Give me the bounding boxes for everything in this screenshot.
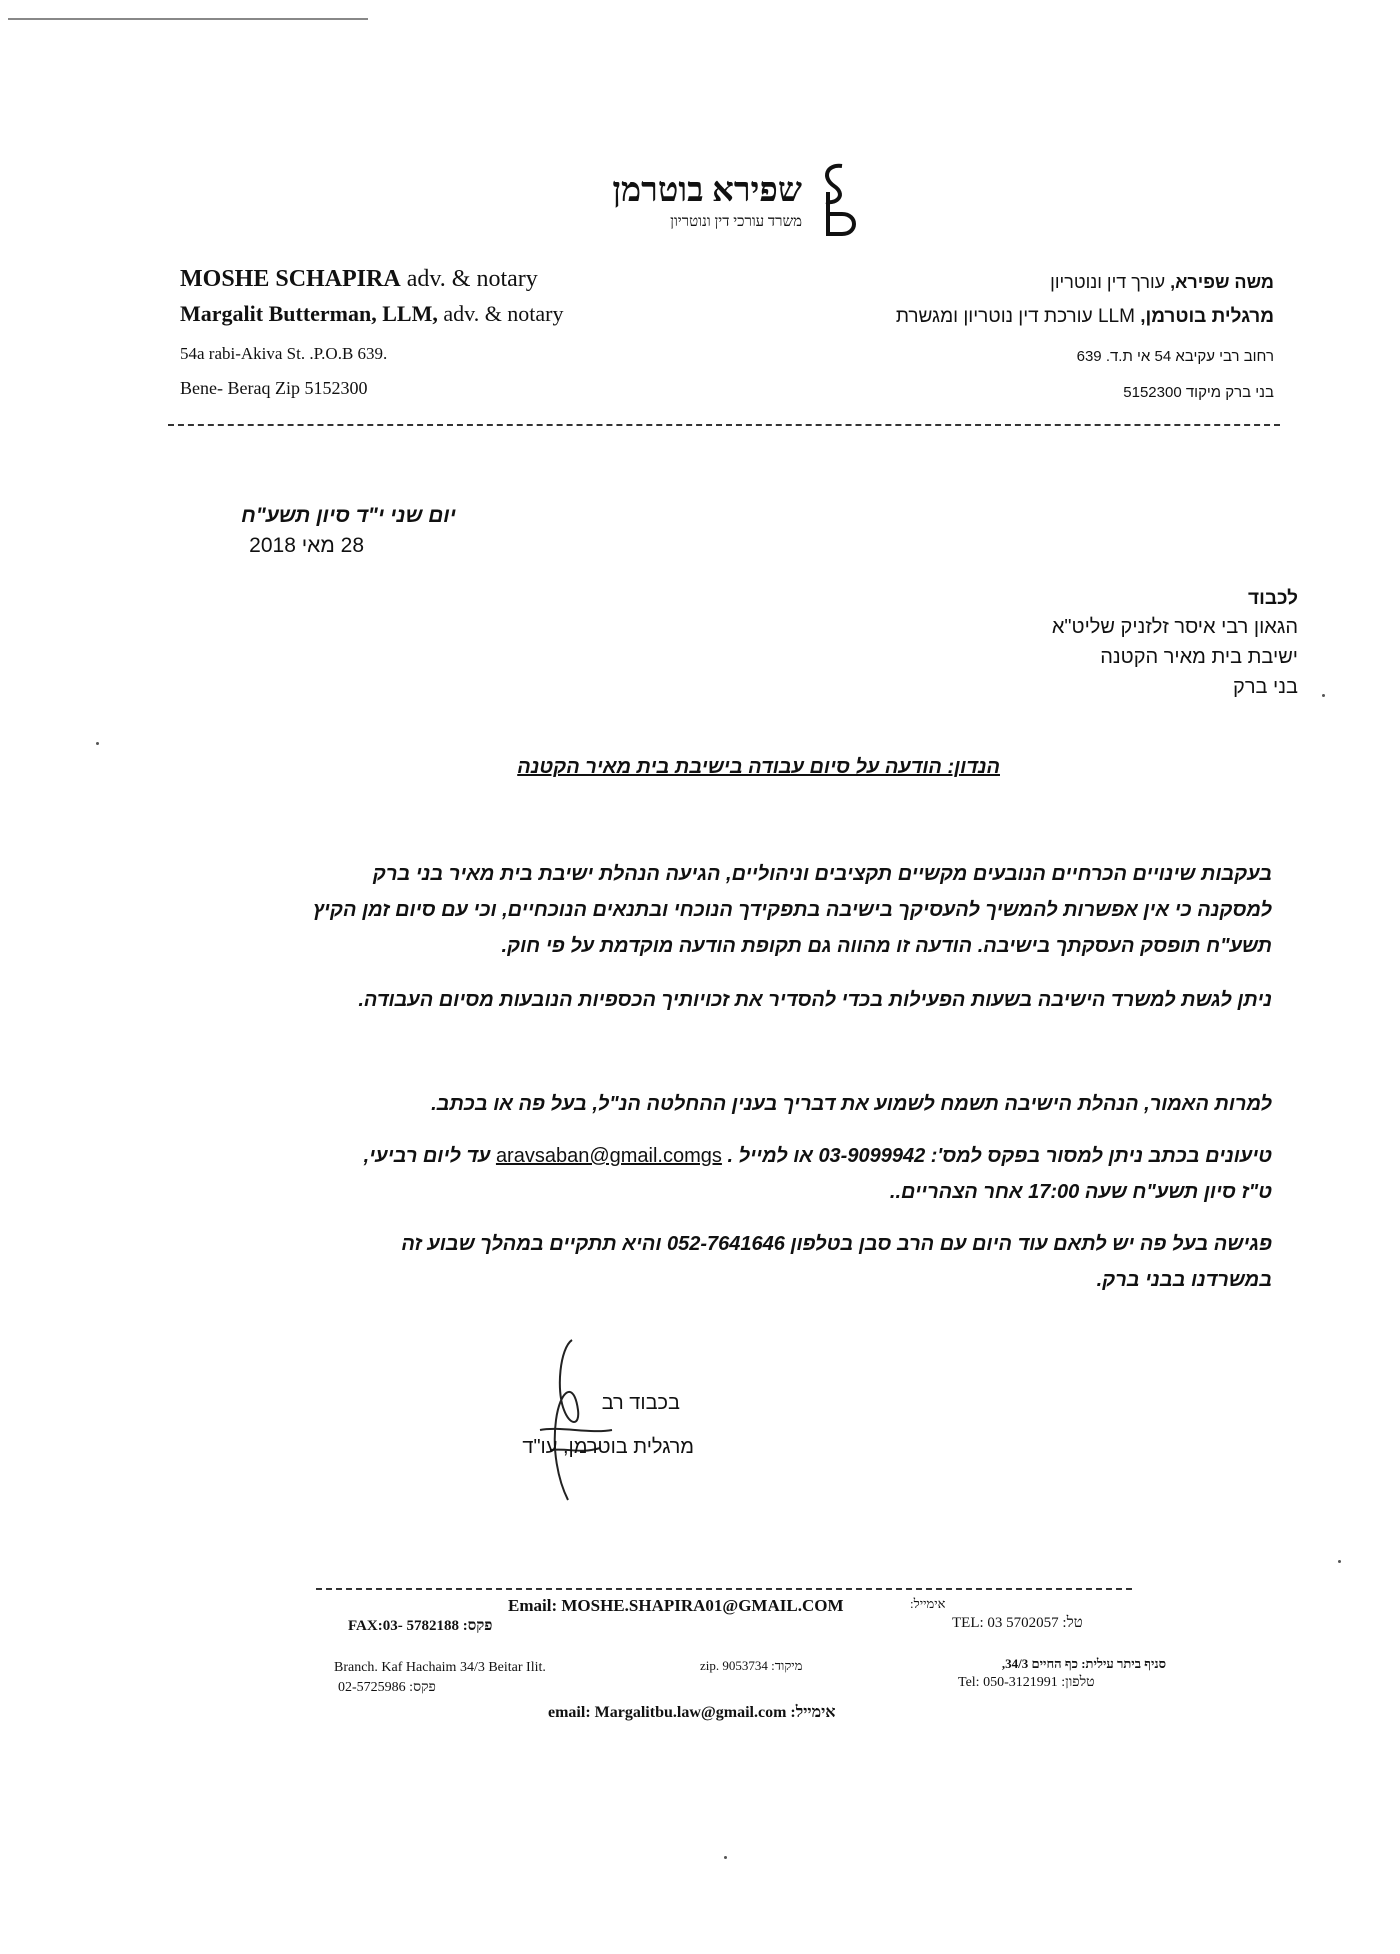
footer-tel: TEL: 03 5702057 :טל xyxy=(952,1615,1083,1631)
firm-name-hebrew: שפירא בוטרמן xyxy=(612,172,802,209)
scan-speck xyxy=(724,1856,727,1859)
date-gregorian: 28 מאי 2018 xyxy=(249,534,364,557)
header-he-name2: מרגלית בוטרמן, xyxy=(1140,306,1274,327)
footer-branch-fax: 02-5725986 :פקס xyxy=(338,1680,436,1695)
handwritten-signature-icon xyxy=(520,1330,630,1510)
letterhead-logo xyxy=(595,158,860,248)
header-en-city: Bene- Beraq Zip 5152300 xyxy=(180,378,368,398)
footer-branch-tel: Tel: 050-3121991 :טלפון xyxy=(958,1675,1095,1690)
header-en-title2: adv. & notary xyxy=(443,301,564,326)
firm-subtitle: משרד עורכי דין ונוטריון xyxy=(670,214,802,230)
header-he-title1: עורך דין ונוטריון xyxy=(1050,272,1166,292)
body-p1-line3: תשע"ח תופסק העסקתך בישיבה. הודעה זו מהווה גם תקופת הודעה מוקדמת על פי חוק. xyxy=(501,935,1272,957)
body-p5-line2: במשרדנו בבני ברק. xyxy=(1096,1269,1272,1291)
header-divider xyxy=(168,424,1280,426)
header-he-line2 xyxy=(896,306,1274,328)
header-en-address: 54a rabi-Akiva St. .P.O.B 639. xyxy=(180,344,388,363)
scan-speck xyxy=(96,742,99,745)
body-p3: למרות האמור, הנהלת הישיבה תשמח לשמוע את דבריך בענין ההחלטה הנ"ל, בעל פה או בכתב. xyxy=(431,1093,1272,1115)
contact-email-link[interactable]: aravsaban@gmail.comgs xyxy=(495,1145,722,1167)
sb-monogram-icon xyxy=(808,158,860,238)
footer-fax: FAX:03- 5782188 :פקס xyxy=(348,1618,493,1634)
header-en-line2 xyxy=(180,301,564,327)
header-en-name1: MOSHE SCHAPIRA xyxy=(180,266,401,292)
header-en-title1: adv. & notary xyxy=(406,266,538,292)
body-p5-line1: פגישה בעל פה יש לתאם עוד היום עם הרב סבן בטלפון 052-7641646 והיא תתקיים במהלך שבוע זה xyxy=(401,1233,1272,1255)
recipient-city: בני ברק xyxy=(1233,676,1298,698)
body-p4-text-a: טיעונים בכתב ניתן למסור בפקס למס': 03-9099942 או למייל . xyxy=(727,1145,1272,1167)
scan-speck xyxy=(1322,694,1325,697)
body-p1-line2: למסקנה כי אין אפשרות להמשיך להעסיקך בישיבה בתפקידך הנוכחי ובתנאים הנוכחיים, וכי עם סיום זמן הקיץ xyxy=(312,899,1272,921)
date-hebrew: יום שני י"ד סיון תשע"ח xyxy=(241,504,456,527)
top-edge-line xyxy=(8,18,368,20)
body-p4-line1 xyxy=(364,1138,1272,1174)
footer-zip: zip. 9053734 :מיקוד xyxy=(700,1658,803,1673)
recipient-to: לכבוד xyxy=(1248,588,1298,609)
subject-line: הנדון: הודעה על סיום עבודה בישיבת בית מאיר הקטנה xyxy=(517,756,1000,778)
signature-closing: בכבוד רב xyxy=(601,1392,680,1414)
footer-email-label: אימייל: xyxy=(910,1596,946,1611)
body-p4-text-b: עד ליום רביעי, xyxy=(363,1145,491,1167)
body-p1-line1: בעקבות שינויים הכרחיים הנובעים מקשיים תקציבים וניהוליים, הגיעה הנהלת ישיבת בית מאיר בני ברק xyxy=(372,863,1272,885)
footer-email2: email: Margalitbu.law@gmail.com :אימייל xyxy=(548,1704,836,1721)
scan-speck xyxy=(1338,1560,1341,1563)
footer-email-main: Email: MOSHE.SHAPIRA01@GMAIL.COM xyxy=(508,1596,844,1615)
header-he-address: רחוב רבי עקיבא 54 אי ת.ד. 639 xyxy=(1076,348,1274,365)
body-p2: ניתן לגשת למשרד הישיבה בשעות הפעילות בכדי להסדיר את זכויותיך הכספיות הנובעות מסיום העבודה. xyxy=(358,989,1272,1011)
header-he-line1 xyxy=(1050,272,1274,293)
header-he-city: בני ברק מיקוד 5152300 xyxy=(1123,384,1274,401)
header-en-line1 xyxy=(180,266,538,293)
footer-branch-en: Branch. Kaf Hachaim 34/3 Beitar Ilit. xyxy=(334,1660,546,1675)
recipient-org: ישיבת בית מאיר הקטנה xyxy=(1100,646,1298,668)
body-p4-line2: ט"ז סיון תשע"ח שעה 17:00 אחר הצהריים.. xyxy=(889,1181,1272,1203)
footer-divider xyxy=(316,1588,1132,1590)
header-en-name2: Margalit Butterman, LLM, xyxy=(180,301,438,326)
header-he-title2: LLM עורכת דין נוטריון ומגשרת xyxy=(895,306,1135,327)
recipient-name: הגאון רבי איסר זלזניק שליט"א xyxy=(1051,616,1298,638)
signature-name: מרגלית בוטרמן, עו"ד xyxy=(522,1436,694,1458)
header-he-name1: משה שפירא, xyxy=(1170,272,1274,292)
footer-branch-he: סניף ביתר עילית: כף החיים 34/3, xyxy=(1001,1656,1166,1671)
